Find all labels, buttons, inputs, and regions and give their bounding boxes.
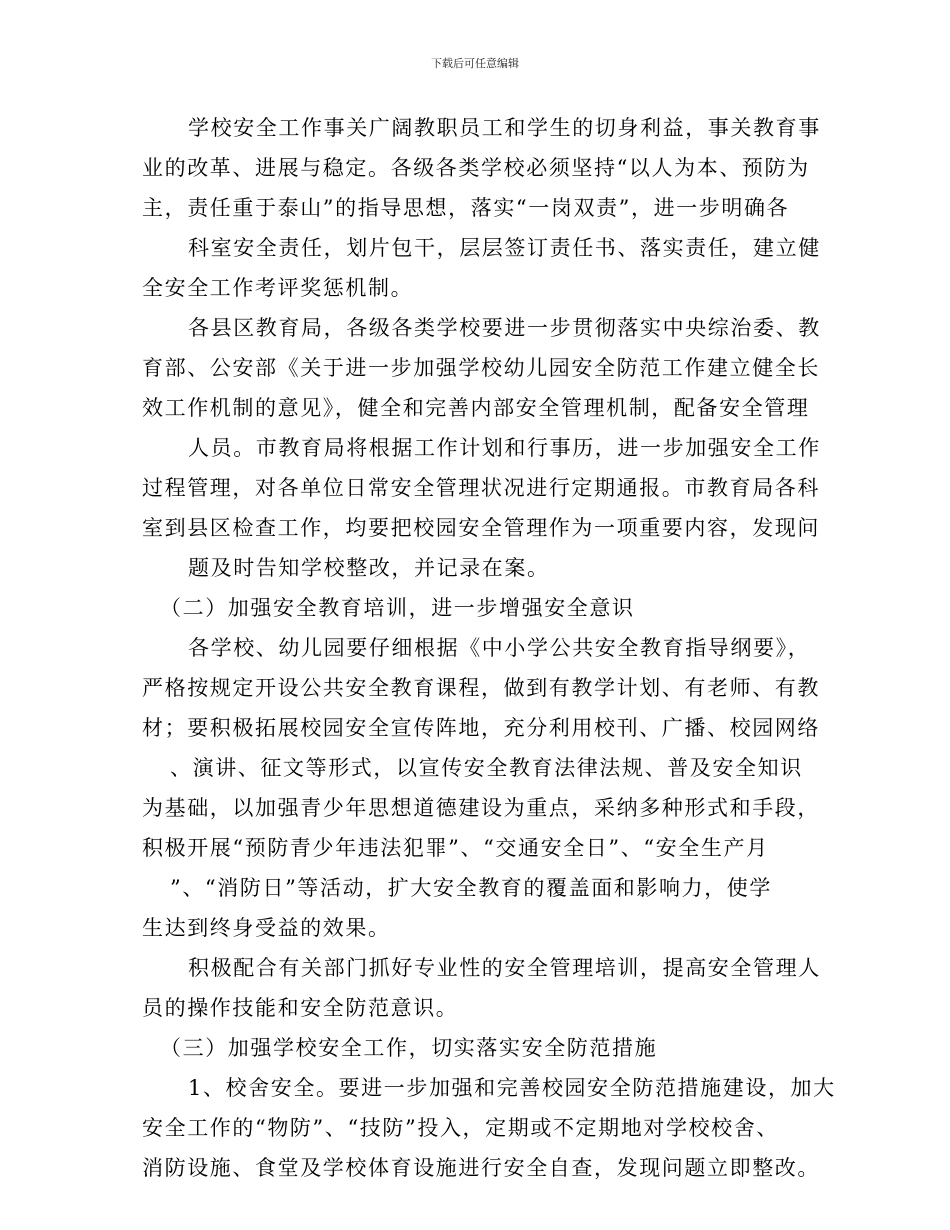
section-heading: （三）加强学校安全工作，切实落实安全防范措施 <box>160 1036 658 1060</box>
text-line: 积极配合有关部门抓好专业性的安全管理培训，提高安全管理人 <box>188 956 821 980</box>
text-line: 效工作机制的意见》，健全和完善内部安全管理机制，配备安全管理 <box>142 396 810 420</box>
text-line: 人员。市教育局将根据工作计划和行事历，进一步加强安全工作 <box>188 436 821 460</box>
section-heading: （二）加强安全教育培训，进一步增强安全意识 <box>160 596 635 620</box>
text-line: ”、“消防日”等活动，扩大安全教育的覆盖面和影响力，使学 <box>170 876 773 900</box>
text-line: 过程管理，对各单位日常安全管理状况进行定期通报。市教育局各科 <box>142 476 820 500</box>
text-line: 室到县区检查工作，均要把校园安全管理作为一项重要内容，发现问 <box>142 516 820 540</box>
text-line: 生达到终身受益的效果。 <box>142 916 391 940</box>
text-line: 主，责任重于泰山”的指导思想，落实“一岗双责”，进一步明确各 <box>142 196 790 220</box>
text-line: 育部、公安部《关于进一步加强学校幼儿园安全防范工作建立健全长 <box>142 356 820 380</box>
text-line: 材；要积极拓展校园安全宣传阵地，充分利用校刊、广播、校园网络 <box>142 716 820 740</box>
text-line: 严格按规定开设公共安全教育课程，做到有教学计划、有老师、有教 <box>142 676 820 700</box>
text-line: 科室安全责任，划片包干，层层签订责任书、落实责任，建立健 <box>188 236 821 260</box>
text-line: 全安全工作考评奖惩机制。 <box>142 276 414 300</box>
text-line: 各县区教育局，各级各类学校要进一步贯彻落实中央综治委、教 <box>188 316 821 340</box>
text-line: 安全工作的“物防”、“技防”投入，定期或不定期地对学校校舍、 <box>142 1116 779 1140</box>
text-line: 各学校、幼儿园要仔细根据《中小学公共安全教育指导纲要》， <box>188 636 811 660</box>
text-line: 业的改革、进展与稳定。各级各类学校必须坚持“以人为本、预防为 <box>142 156 810 180</box>
text-line: 学校安全工作事关广阔教职员工和学生的切身利益，事关教育事 <box>188 116 821 140</box>
text-line: 员的操作技能和安全防范意识。 <box>142 996 459 1020</box>
text-line: 、演讲、征文等形式，以宣传安全教育法律法规、普及安全知识 <box>170 756 803 780</box>
text-line: 题及时告知学校整改，并记录在案。 <box>188 556 550 580</box>
page-header: 下载后可任意编辑 <box>431 57 519 70</box>
text-line: 消防设施、食堂及学校体育设施进行安全自查，发现问题立即整改。 <box>142 1156 820 1180</box>
text-line: 积极开展“预防青少年违法犯罪”、“交通安全日”、“安全生产月 <box>142 836 769 860</box>
text-line: 1、校舍安全。要进一步加强和完善校园安全防范措施建设，加大 <box>188 1076 836 1100</box>
text-line: 为基础，以加强青少年思想道德建设为重点，采纳多种形式和手段， <box>142 796 820 820</box>
